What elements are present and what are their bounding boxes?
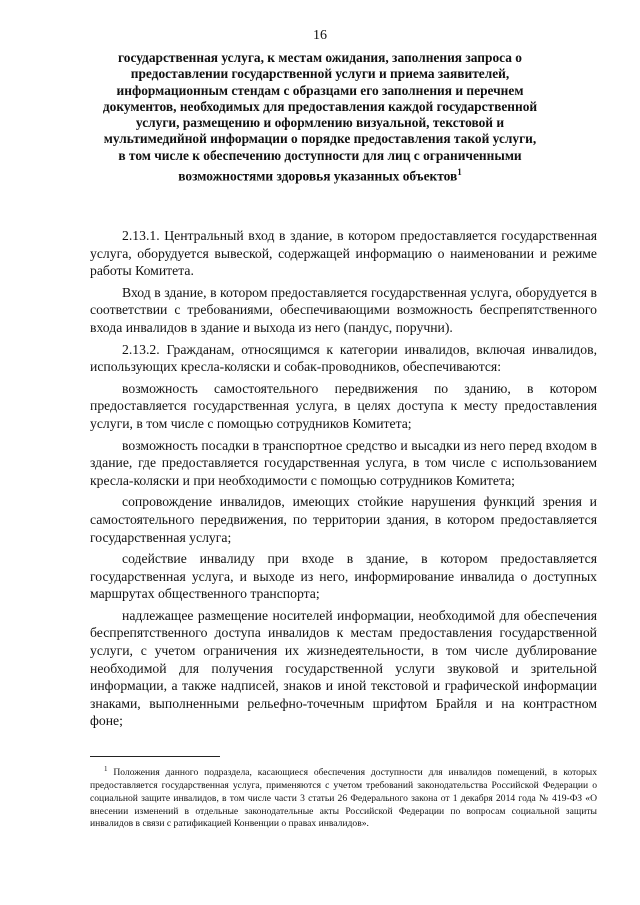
- list-item-information: надлежащее размещение носителей информации, необходимой для обеспечения беспрепятственного доступа инвалидов к местам предоставления государственной услуги, с учетом ограничения их жизнедеятельности, в том числе дублирование необходимой для получения государственной услуги звуковой и зрительной информации, а также надписей, знаков и иной текстовой и графической информации знаками, выполненными рельефно-точечным шрифтом Брайля и на контрастном фоне;: [90, 607, 597, 729]
- list-item-transport: возможность посадки в транспортное средство и высадки из него перед входом в здание, где предоставляется государственная услуга, в том числе с использованием кресла-коляски и при необходимости с помощью сотрудников Комитета;: [90, 437, 597, 488]
- paragraph-2-13-2: 2.13.2. Гражданам, относящимся к категории инвалидов, включая инвалидов, использующих кресла-коляски и собак-проводников, обеспечиваются:: [90, 341, 597, 375]
- list-item-escort: сопровождение инвалидов, имеющих стойкие нарушения функций зрения и самостоятельного передвижения, по территории здания, в котором предоставляется государственная услуга;: [90, 494, 597, 545]
- body-text: [90, 227, 597, 734]
- section-heading: [100, 50, 540, 185]
- list-item-assistance: содействие инвалиду при входе в здание, в котором предоставляется государственная услуга, и выходе из него, информирование инвалида о доступных маршрутах общественного транспорта;: [90, 551, 597, 602]
- footnote-text: Положения данного подраздела, касающиеся обеспечения доступности для инвалидов помещений, в которых предоставляется государственная услуга, применяются с учетом требований законодательства Российской Федерации о социальной защите инвалидов, в том числе части 3 статьи 26 Федерального закона от 1 декабря 2014 года № 419-ФЗ «О внесении изменений в отдельные законодательные акты Российской Федерации по вопросам социальной защиты инвалидов в связи с ратификацией Конвенции о правах инвалидов».: [90, 767, 597, 830]
- section-heading-text: государственная услуга, к местам ожидания, заполнения запроса о предоставлении государственной услуги и приема заявителей, информационным стендам с образцами его заполнения и перечнем документов, необходимых для предоставления каждой государственной услуги, размещению и оформлению визуальной, текстовой и мультимедийной информации о порядке предоставления такой услуги, в том числе к обеспечению доступности для лиц с ограниченными возможностями здоровья указанных объектов: [102, 50, 538, 184]
- paragraph-entrance: Вход в здание, в котором предоставляется государственная услуга, оборудуется в соответствии с требованиями, обеспечивающими возможность беспрепятственного входа инвалидов в здание и выхода из него (пандус, поручни).: [90, 284, 597, 335]
- paragraph-2-13-1: 2.13.1. Центральный вход в здание, в котором предоставляется государственная услуга, оборудуется вывеской, содержащей информацию о наименовании и режиме работы Комитета.: [90, 228, 597, 279]
- footnote: [90, 763, 597, 831]
- footnote-divider: [90, 756, 220, 757]
- list-item-movement: возможность самостоятельного передвижения по зданию, в котором предоставляется государственная услуга, в целях доступа к месту предоставления услуги, в том числе с помощью сотрудников Комитета;: [90, 380, 597, 431]
- footnote-marker: 1: [104, 765, 108, 773]
- page-number: 16: [313, 28, 327, 43]
- footnote-reference: 1: [457, 167, 462, 178]
